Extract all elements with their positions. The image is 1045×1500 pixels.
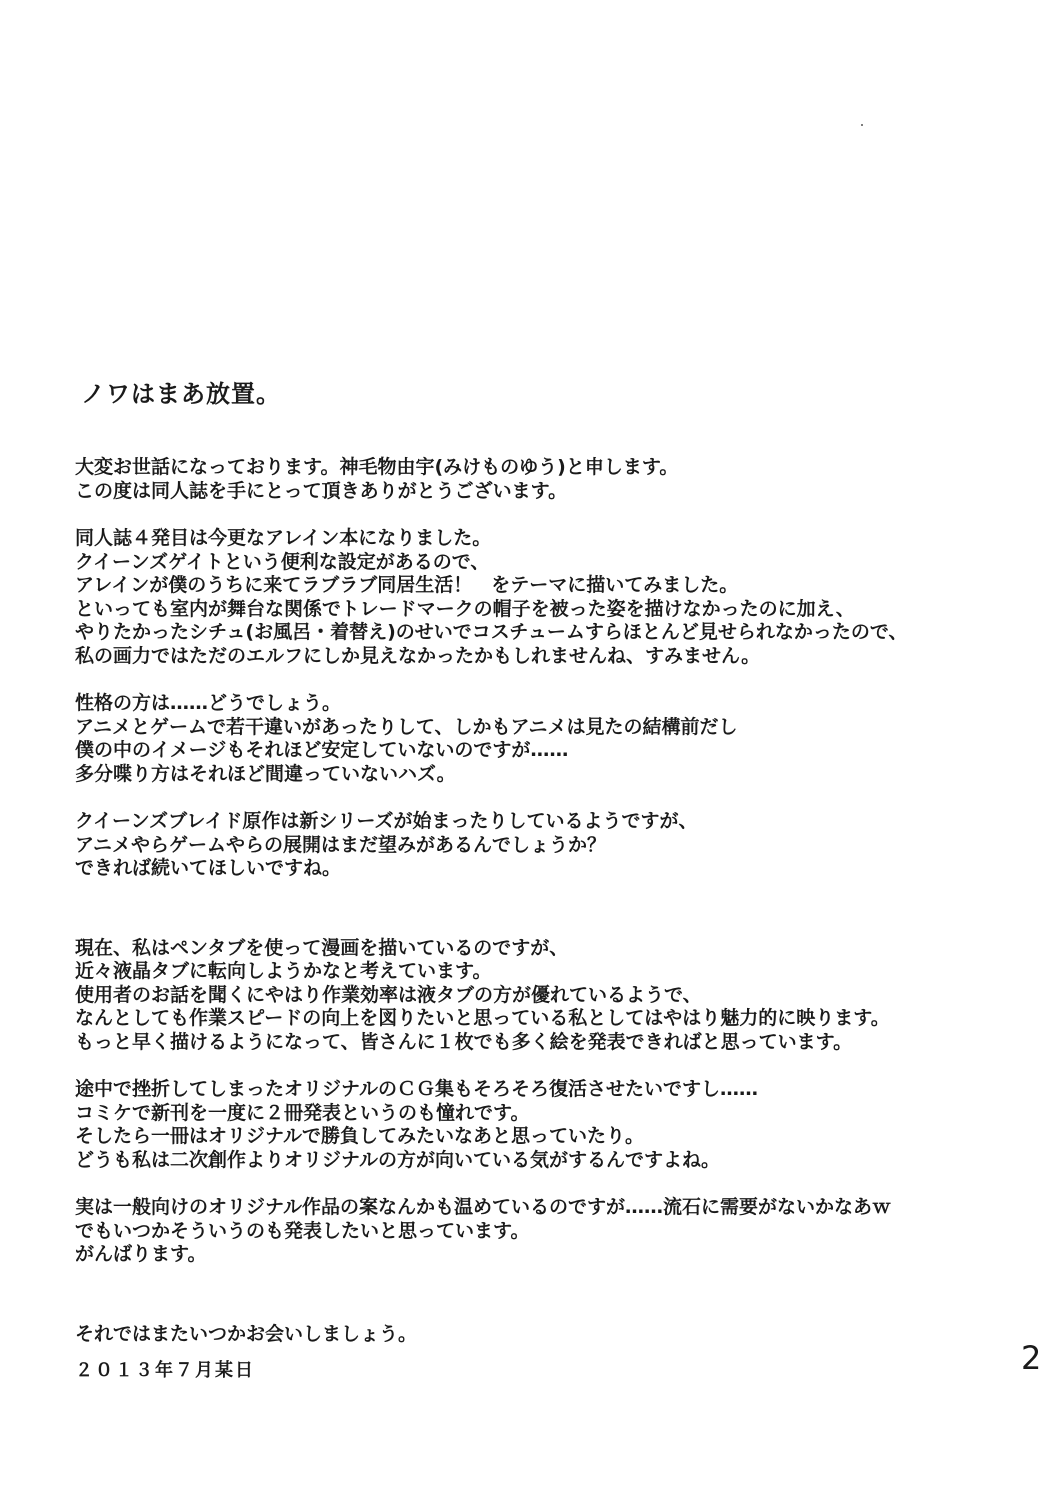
text-line: 多分喋り方はそれほど間違っていないハズ。 bbox=[75, 762, 456, 785]
text-line: なんとしても作業スピードの向上を図りたいと思っている私としてはやはり魅力的に映ります。 bbox=[75, 1007, 890, 1029]
text-line: アニメやらゲームやらの展開はまだ望みがあるんでしょうか？ bbox=[75, 833, 607, 856]
text-line: 使用者のお話を聞くにやはり作業効率は液タブの方が優れているようで、 bbox=[75, 983, 702, 1006]
text-line: 途中で挫折してしまったオリジナルのＣＧ集もそろそろ復活させたいですし…… bbox=[75, 1078, 759, 1100]
paragraph-general-work bbox=[75, 1196, 975, 1267]
paragraph-personality bbox=[75, 692, 975, 786]
text-line: 同人誌４発目は今更なアレイン本になりました。 bbox=[75, 527, 492, 549]
page-number: 2 bbox=[1021, 1339, 1042, 1377]
text-line: 現在、私はペンタブを使って漫画を描いているのですが、 bbox=[75, 936, 569, 959]
afterword-body bbox=[75, 456, 975, 1346]
text-line: 大変お世話になっております。神毛物由宇(みけものゆう)と申します。 bbox=[75, 456, 679, 478]
text-line: やりたかったシチュ(お風呂・着替え)のせいでコスチュームすらほとんど見せられなかったので、 bbox=[75, 621, 908, 643]
text-line: 実は一般向けのオリジナル作品の案なんかも温めているのですが……流石に需要がないかなあｗ bbox=[75, 1196, 892, 1218]
text-line: それではまたいつかお会いしましょう。 bbox=[75, 1322, 418, 1345]
text-line: でもいつかそういうのも発表したいと思っています。 bbox=[75, 1219, 530, 1242]
text-line: 私の画力ではただのエルフにしか見えなかったかもしれませんね、すみません。 bbox=[75, 644, 761, 667]
text-line: アレインが僕のうちに来てラブラブ同居生活！ をテーマに描いてみました。 bbox=[75, 574, 739, 596]
text-line: もっと早く描けるようになって、皆さんに１枚でも多く絵を発表できればと思っています。 bbox=[75, 1030, 853, 1053]
text-line: そしたら一冊はオリジナルで勝負してみたいなあと思っていたり。 bbox=[75, 1125, 645, 1147]
paragraph-greeting bbox=[75, 456, 975, 503]
text-line: といっても室内が舞台な関係でトレードマークの帽子を被った姿を描けなかったのに加え、 bbox=[75, 597, 855, 620]
date-line: ２０１３年７月某日 bbox=[75, 1360, 255, 1381]
paragraph-closing bbox=[75, 1323, 975, 1347]
text-line: どうも私は二次創作よりオリジナルの方が向いている気がするんですよね。 bbox=[75, 1148, 721, 1171]
text-line: アニメとゲームで若干違いがあったりして、しかもアニメは見たの結構前だし bbox=[75, 715, 738, 738]
paragraph-series bbox=[75, 810, 975, 881]
text-line: コミケで新刊を一度に２冊発表というのも憧れです。 bbox=[75, 1101, 530, 1124]
text-line: できれば続いてほしいですね。 bbox=[75, 857, 342, 879]
text-line: クイーンズゲイトという便利な設定があるので、 bbox=[75, 550, 490, 573]
paragraph-tablet bbox=[75, 937, 975, 1055]
text-line: 性格の方は……どうでしょう。 bbox=[75, 692, 342, 714]
paper-speck bbox=[861, 124, 863, 126]
text-line: この度は同人誌を手にとって頂きありがとうございます。 bbox=[75, 479, 568, 502]
text-line: がんばります。 bbox=[75, 1243, 207, 1265]
paragraph-about-book bbox=[75, 527, 975, 668]
afterword-heading: ノワはまあ放置。 bbox=[81, 380, 281, 408]
paragraph-original-cg bbox=[75, 1078, 975, 1172]
text-line: 僕の中のイメージもそれほど安定していないのですが…… bbox=[75, 739, 569, 761]
text-line: クイーンズブレイド原作は新シリーズが始まったりしているようですが、 bbox=[75, 810, 698, 832]
text-line: 近々液晶タブに転向しようかなと考えています。 bbox=[75, 960, 492, 982]
